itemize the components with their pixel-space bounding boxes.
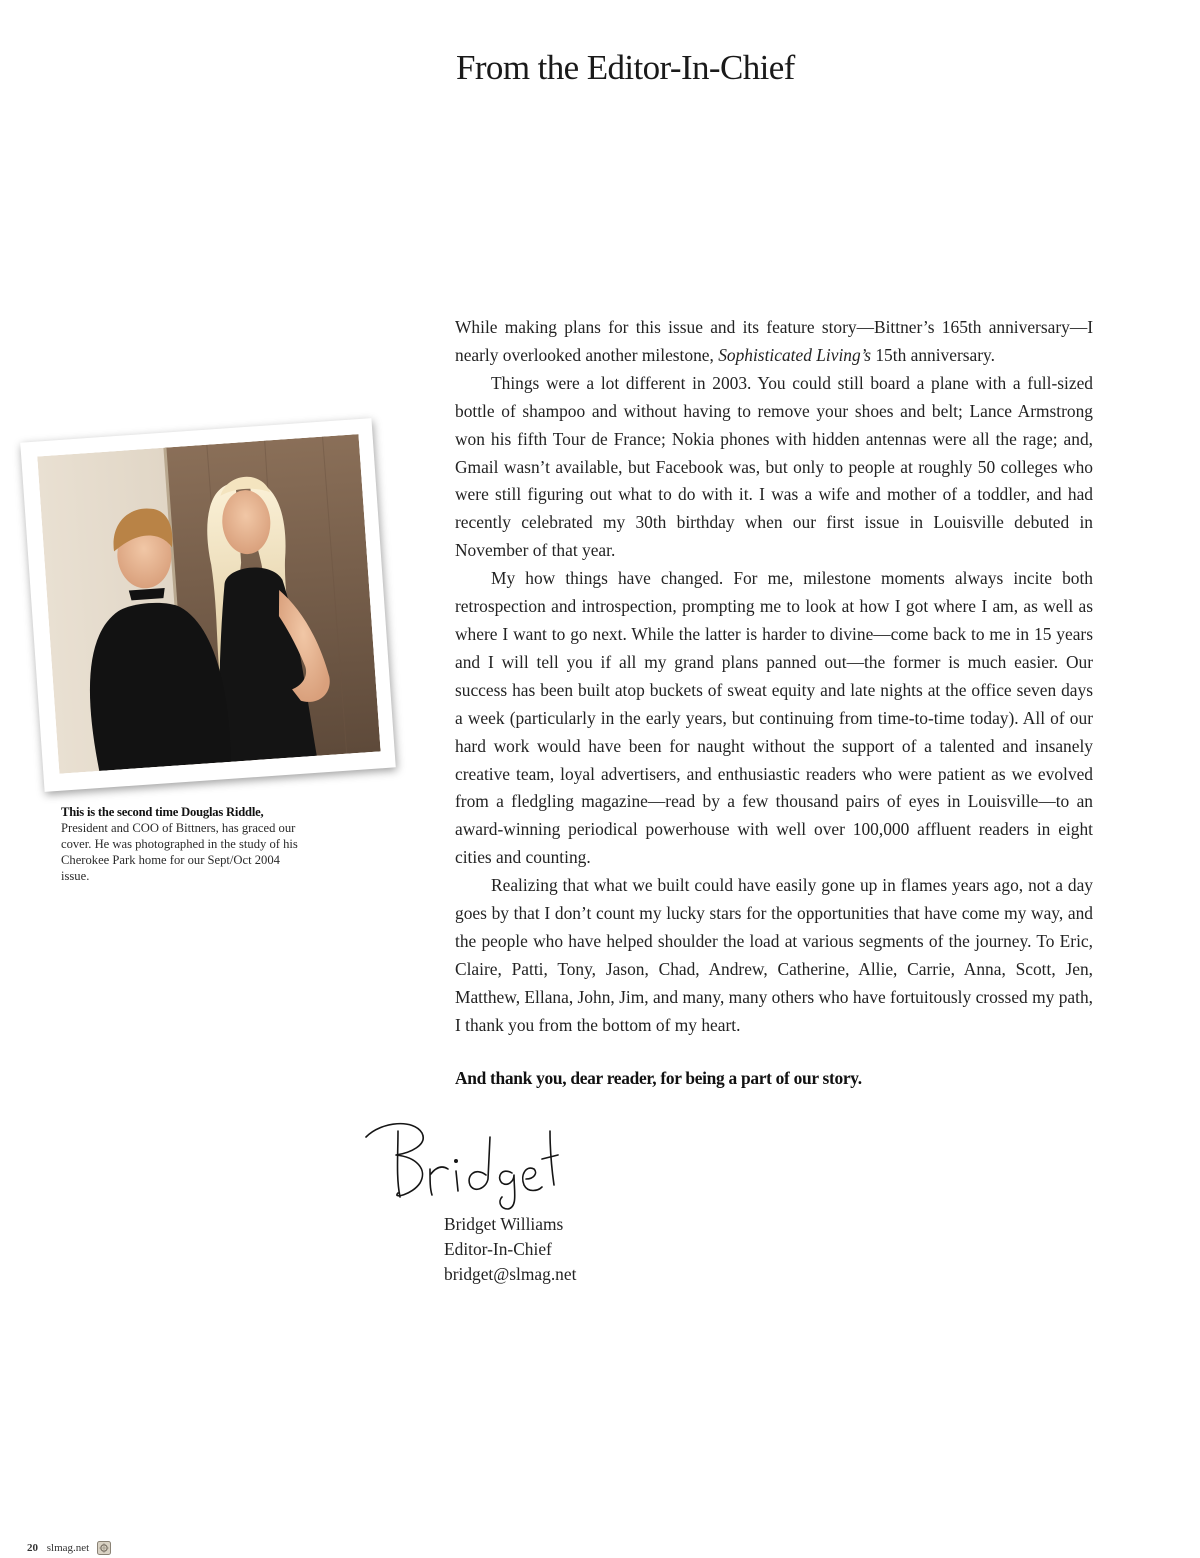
magazine-logo-icon — [97, 1541, 111, 1555]
page-title: From the Editor-In-Chief — [456, 48, 795, 87]
handwritten-signature — [362, 1115, 562, 1210]
caption-lead: This is the second time Douglas Riddle, — [61, 805, 264, 819]
photo-caption — [61, 805, 301, 885]
signoff-block — [444, 1212, 576, 1287]
magazine-name: Sophisticated Living’s — [718, 344, 871, 365]
caption-body: President and COO of Bittners, has graced our cover. He was photographed in the study of his Cherokee Park home for our Sept/Oct 2004 issue. — [61, 820, 298, 883]
paragraph-1: While making plans for this issue and its feature story—Bittner’s 165th anniversary—I nearly overlooked another milestone, Sophisticated Living’s 15th anniversary. — [455, 317, 1093, 365]
cover-photo — [37, 434, 380, 774]
cover-photo-frame — [20, 418, 396, 792]
editor-name: Bridget Williams — [444, 1214, 564, 1234]
footer-site: slmag.net — [46, 1542, 90, 1554]
page-number: 20 — [27, 1542, 38, 1554]
closing-line: And thank you, dear reader, for being a part of our story. — [455, 1068, 862, 1088]
page-footer — [27, 1541, 111, 1555]
editor-role: Editor-In-Chief — [444, 1239, 552, 1259]
couple-photo-illustration — [37, 434, 380, 774]
editor-letter-body — [455, 314, 1093, 1040]
editor-email[interactable]: bridget@slmag.net — [444, 1264, 577, 1284]
paragraph-3: My how things have changed. For me, milestone moments always incite both retrospection and introspection, prompting me to look at how I got where I am, as well as where I want to go next. While the latter is harder to divine—come back to me in 15 years and I will tell you if all my grand plans panned out—the former is much easier. Our success has been built atop buckets of sweat equity and late nights at the office seven days a week (particularly in the early years, but continuing from time-to-time today). All of our hard work would have been for naught without the support of a talented and insanely creative team, loyal advertisers, and enthusiastic readers who were patient as we evolved from a fledgling magazine—read by a few thousand pairs of eyes in Louisville—to an award-winning periodical powerhouse with well over 100,000 affluent readers in eight cities and counting. — [455, 568, 1093, 868]
paragraph-2: Things were a lot different in 2003. You could still board a plane with a full-sized bottle of shampoo and without having to remove your shoes and belt; Lance Armstrong won his fifth Tour de France; Nokia phones with hidden antennas were all the rage; and, Gmail wasn’t available, but Facebook was, but only to people at roughly 50 colleges who were still figuring out what to do with it. I was a wife and mother of a toddler, and had recently celebrated my 30th birthday when our first issue in Louisville debuted in November of that year. — [455, 372, 1093, 561]
paragraph-4: Realizing that what we built could have easily gone up in flames years ago, not a day goes by that I don’t count my lucky stars for the opportunities that have come my way, and the people who have helped shoulder the load at various segments of the journey. To Eric, Claire, Patti, Tony, Jason, Chad, Andrew, Catherine, Allie, Carrie, Anna, Scott, Jen, Matthew, Ellana, John, Jim, and many, many others who have fortuitously crossed my path, I thank you from the bottom of my heart. — [455, 875, 1093, 1035]
